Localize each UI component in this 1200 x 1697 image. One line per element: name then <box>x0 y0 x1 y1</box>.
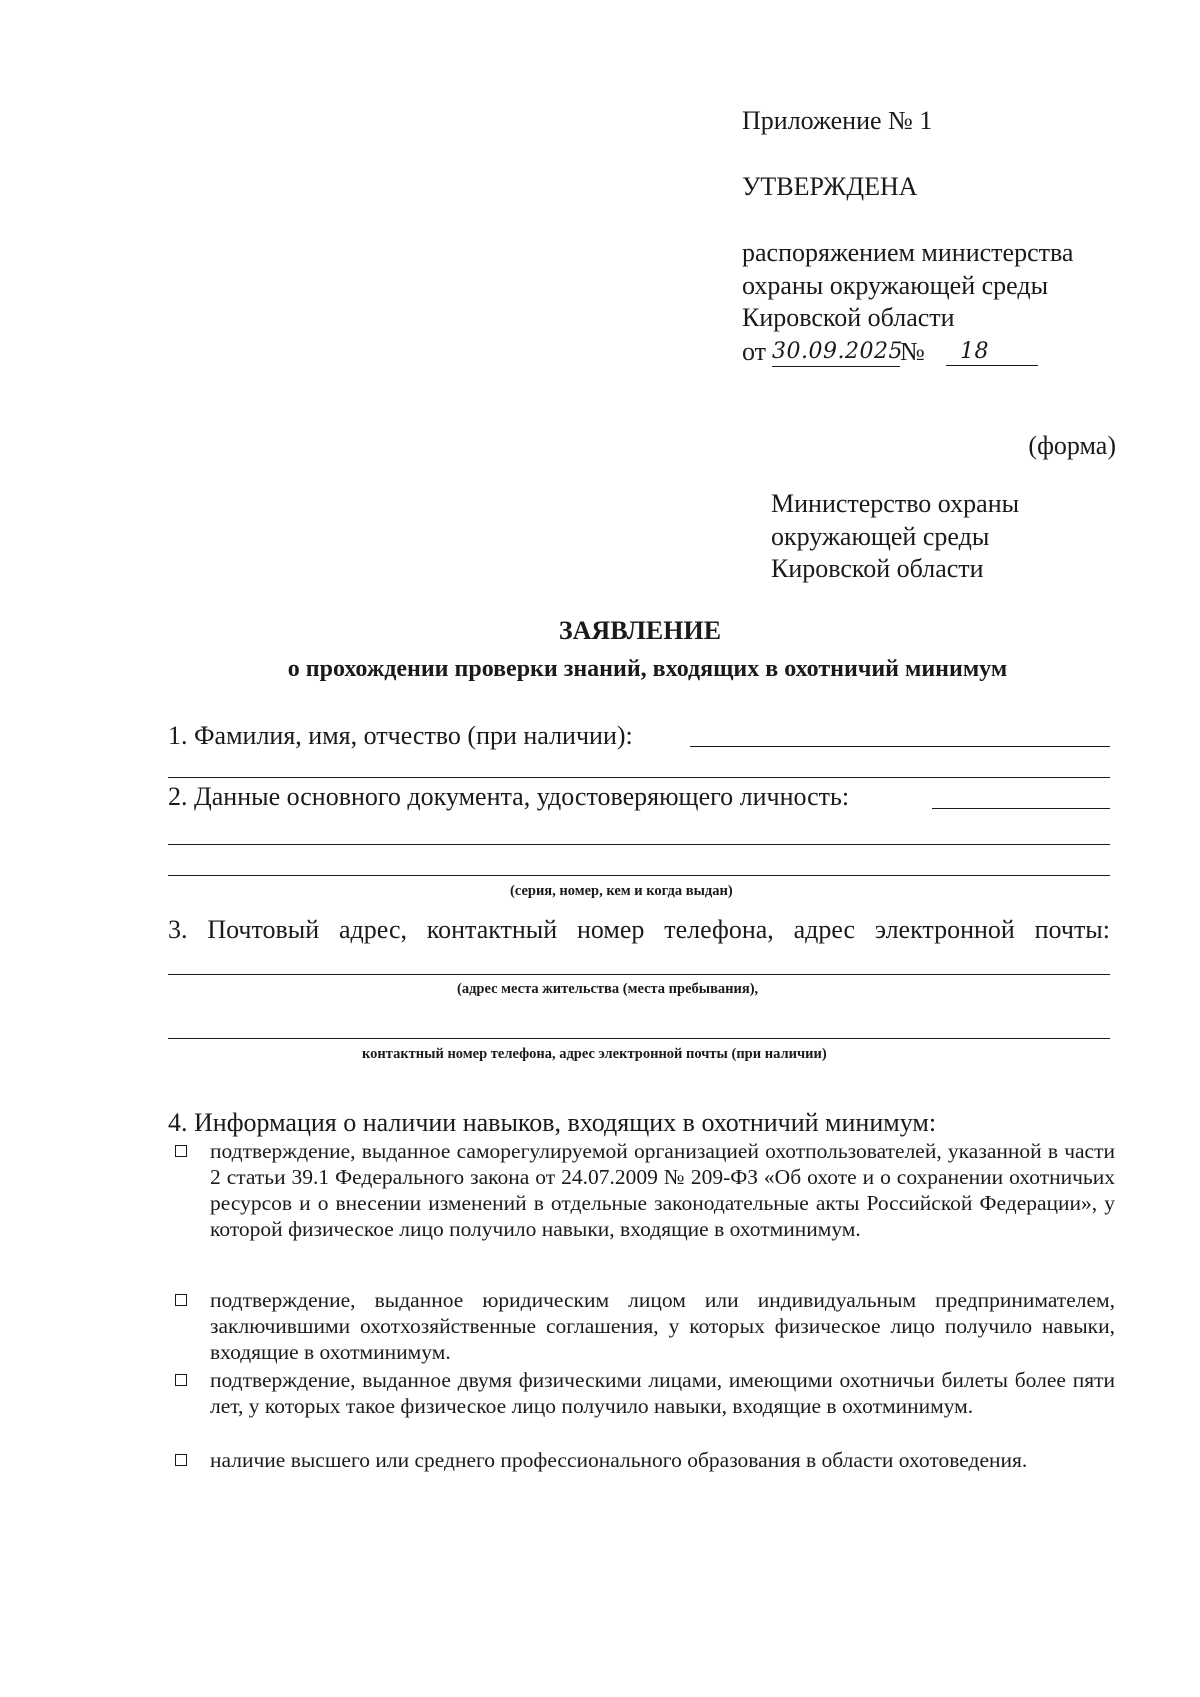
approved-label: УТВЕРЖДЕНА <box>742 172 918 201</box>
date-value: 30.09.2025 <box>772 336 900 367</box>
recipient-line-3: Кировской области <box>771 554 984 583</box>
item1-label: 1. Фамилия, имя, отчество (при наличии): <box>168 721 633 750</box>
option-sro-confirmation <box>175 1138 1115 1283</box>
option-two-persons-confirmation <box>175 1367 1115 1447</box>
item3-caption-2: контактный номер телефона, адрес электронной почты (при наличии) <box>362 1046 827 1062</box>
item2-input-line-2[interactable] <box>168 844 1110 845</box>
option-education <box>175 1447 1115 1503</box>
recipient-line-2: окружающей среды <box>771 522 990 551</box>
item2-input-line-3[interactable] <box>168 875 1110 876</box>
document-subtitle: о прохождении проверки знаний, входящих в охотничий минимум <box>287 656 1008 682</box>
item3-input-line[interactable] <box>168 974 1110 975</box>
order-line-3: Кировской области <box>742 303 955 332</box>
checkbox[interactable] <box>175 1145 187 1157</box>
checkbox[interactable] <box>175 1374 187 1386</box>
document-title: ЗАЯВЛЕНИЕ <box>558 616 722 645</box>
order-date-number <box>742 336 1042 370</box>
number-value: 18 <box>946 336 1038 366</box>
item3-caption-1: (адрес места жительства (места пребывания), <box>457 981 759 997</box>
option-text: подтверждение, выданное саморегулируемой организацией охотпользователей, указанной в части 2 статьи 39.1 Федерального закона от 24.07.2009 № 209-ФЗ «Об охоте и о сохранении охотничьих ресурсов и о внесении изменений в отдельные законодательные акты Российской Федерации», у которой физическое лицо получило навыки, входящие в охотминимум. <box>210 1139 1115 1241</box>
item1-input-line-2[interactable] <box>168 777 1110 778</box>
checkbox[interactable] <box>175 1454 187 1466</box>
date-prefix: от <box>742 337 767 366</box>
option-text: подтверждение, выданное юридическим лицом или индивидуальным предпринимателем, заключившими охотхозяйственные соглашения, у которых физическое лицо получило навыки, входящие в охотминимум. <box>210 1288 1115 1364</box>
item3-label: 3. Почтовый адрес, контактный номер телефона, адрес электронной почты: <box>168 915 1110 944</box>
form-label: (форма) <box>1028 431 1116 460</box>
checkbox[interactable] <box>175 1294 187 1306</box>
option-text: наличие высшего или среднего профессионального образования в области охотоведения. <box>210 1448 1028 1472</box>
appendix-label: Приложение № 1 <box>742 106 933 135</box>
item3-input-line-2[interactable] <box>168 1038 1110 1039</box>
recipient-line-1: Министерство охраны <box>771 489 1020 518</box>
order-line-1: распоряжением министерства <box>742 238 1074 267</box>
item2-input-line[interactable] <box>932 808 1110 809</box>
number-prefix: № <box>900 337 925 366</box>
item1-input-line[interactable] <box>690 746 1110 747</box>
section4-heading: 4. Информация о наличии навыков, входящих в охотничий минимум: <box>168 1108 937 1137</box>
item2-caption: (серия, номер, кем и когда выдан) <box>510 883 733 899</box>
order-line-2: охраны окружающей среды <box>742 271 1049 300</box>
item2-label: 2. Данные основного документа, удостоверяющего личность: <box>168 782 850 811</box>
option-legal-entity-confirmation <box>175 1287 1115 1367</box>
option-text: подтверждение, выданное двумя физическими лицами, имеющими охотничьи билеты более пяти лет, у которых такое физическое лицо получило навыки, входящие в охотминимум. <box>210 1368 1115 1418</box>
